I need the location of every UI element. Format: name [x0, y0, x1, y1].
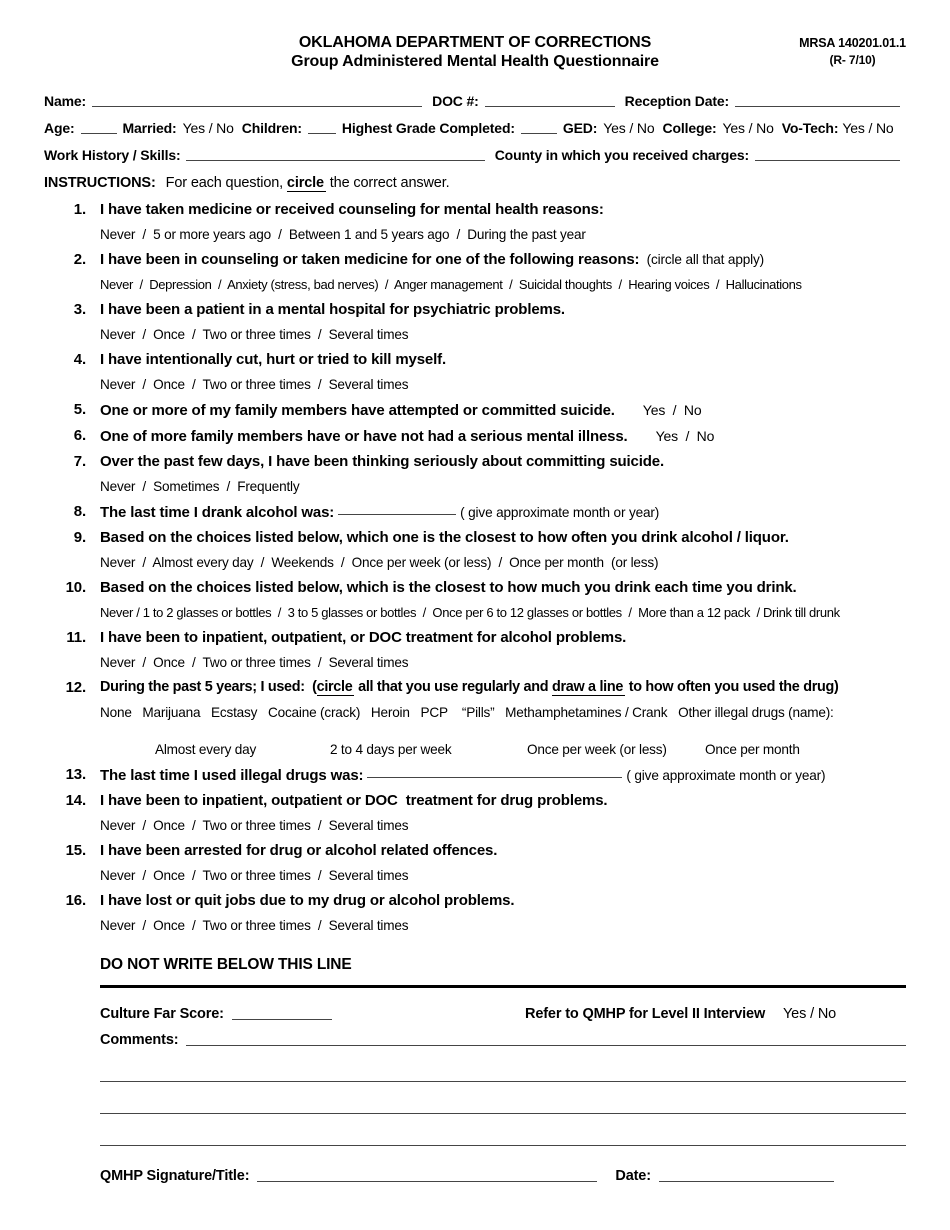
question-12-title: During the past 5 years; I used: (circle all that you use regularly and draw a line to how often you used the drug)	[100, 679, 839, 695]
question-12-circle-word: circle	[316, 679, 353, 695]
age-label: Age:	[44, 120, 75, 136]
form-revision: (R- 7/10)	[829, 53, 876, 67]
question-13-number: 13.	[65, 766, 86, 783]
question-15-title: I have been arrested for drug or alcohol related offences.	[100, 842, 498, 859]
work-history-label: Work History / Skills:	[44, 147, 181, 163]
question-8-field[interactable]	[338, 499, 456, 515]
question-2-title: I have been in counseling or taken medicine for one of the following reasons: (circle all that apply)	[100, 251, 765, 268]
question-10-options[interactable]: Never / 1 to 2 glasses or bottles / 3 to 5 glasses or bottles / Once per 6 to 12 glasses or bottles / More than a 12 pack / Drink till drunk	[100, 605, 840, 620]
votech-label: Vo-Tech:	[781, 120, 839, 136]
agency-title: OKLAHOMA DEPARTMENT OF CORRECTIONS	[298, 34, 652, 51]
reception-date-field[interactable]	[735, 91, 900, 107]
question-12-drawline-words: draw a line	[551, 679, 624, 695]
question-3	[44, 297, 906, 347]
question-15-options[interactable]: Never / Once / Two or three times / Several times	[100, 868, 409, 883]
question-14-number: 14.	[65, 792, 86, 809]
question-12-frequency-row	[100, 737, 906, 762]
instructions-text: For each question, circle the correct answer.	[165, 175, 450, 191]
question-2-number: 2.	[73, 251, 86, 268]
question-12-drug-options[interactable]: None Marijuana Ecstasy Cocaine (crack) Heroin PCP “Pills” Methamphetamines / Crank Other illegal drugs (name):	[100, 705, 834, 720]
question-5	[44, 397, 906, 423]
question-15-number: 15.	[65, 842, 86, 859]
county-field[interactable]	[755, 145, 900, 161]
instructions-circle-word: circle	[286, 175, 324, 191]
question-1-title: I have taken medicine or received counseling for mental health reasons:	[100, 201, 604, 218]
culture-score-field[interactable]	[232, 1004, 332, 1020]
comments-line-3[interactable]	[100, 1114, 906, 1146]
college-label: College:	[662, 120, 717, 136]
question-14	[44, 788, 906, 838]
staff-section-divider	[100, 985, 906, 988]
frequency-option-4[interactable]: Once per month	[705, 742, 800, 757]
question-9-number: 9.	[73, 529, 86, 546]
ged-label: GED:	[562, 120, 598, 136]
question-9	[44, 525, 906, 575]
name-label: Name:	[44, 93, 87, 109]
question-4	[44, 347, 906, 397]
question-8	[44, 499, 906, 525]
question-13-note: ( give approximate month or year)	[626, 768, 826, 783]
question-1-number: 1.	[73, 201, 86, 218]
question-11	[44, 625, 906, 675]
refer-qmhp-label: Refer to QMHP for Level II Interview	[525, 1006, 766, 1022]
form-title: Group Administered Mental Health Questionnaire	[291, 53, 659, 70]
question-5-number: 5.	[73, 401, 86, 418]
form-number: MRSA 140201.01.1	[799, 36, 906, 50]
do-not-write-heading: DO NOT WRITE BELOW THIS LINE	[100, 956, 352, 973]
question-12-number: 12.	[65, 679, 86, 696]
grade-label: Highest Grade Completed:	[341, 120, 515, 136]
question-5-title: One or more of my family members have attempted or committed suicide. Yes / No	[100, 402, 702, 419]
question-13-title: The last time I used illegal drugs was: ( give approximate month or year)	[100, 762, 906, 789]
question-16-number: 16.	[65, 892, 86, 909]
question-10-title: Based on the choices listed below, which is the closest to how much you drink each time you drink.	[100, 579, 797, 596]
comments-line-1[interactable]	[100, 1050, 906, 1082]
form-number-block	[799, 35, 906, 69]
children-label: Children:	[241, 120, 302, 136]
children-field[interactable]	[308, 118, 336, 134]
married-label: Married:	[122, 120, 177, 136]
doc-number-field[interactable]	[485, 91, 615, 107]
form-header	[44, 34, 906, 71]
question-7-number: 7.	[73, 453, 86, 470]
question-4-number: 4.	[73, 351, 86, 368]
question-7-options[interactable]: Never / Sometimes / Frequently	[100, 479, 300, 494]
grade-field[interactable]	[521, 118, 557, 134]
comments-field[interactable]	[186, 1030, 906, 1046]
question-4-options[interactable]: Never / Once / Two or three times / Several times	[100, 377, 409, 392]
question-8-number: 8.	[73, 503, 86, 520]
question-7	[44, 449, 906, 499]
question-3-title: I have been a patient in a mental hospital for psychiatric problems.	[100, 301, 565, 318]
question-2-note: (circle all that apply)	[639, 252, 765, 267]
doc-number-label: DOC #:	[432, 93, 479, 109]
question-10	[44, 575, 906, 625]
question-5-answer[interactable]: Yes / No	[642, 402, 702, 418]
refer-qmhp-options[interactable]: Yes / No	[782, 1006, 837, 1022]
question-14-options[interactable]: Never / Once / Two or three times / Several times	[100, 818, 409, 833]
instructions-row	[44, 165, 906, 191]
culture-score-row	[100, 998, 906, 1024]
culture-score-label: Culture Far Score:	[100, 1006, 224, 1022]
signature-row	[100, 1160, 906, 1186]
college-options[interactable]: Yes / No	[722, 120, 774, 136]
question-9-title: Based on the choices listed below, which one is the closest to how often you drink alcohol / liquor.	[100, 529, 789, 546]
reception-date-label: Reception Date:	[624, 93, 729, 109]
question-8-title: The last time I drank alcohol was: ( give approximate month or year)	[100, 499, 906, 526]
question-6-answer[interactable]: Yes / No	[655, 428, 715, 444]
age-row	[44, 111, 906, 138]
question-6	[44, 423, 906, 449]
question-8-note: ( give approximate month or year)	[460, 505, 660, 520]
question-11-title: I have been to inpatient, outpatient, or DOC treatment for alcohol problems.	[100, 629, 627, 646]
question-16-title: I have lost or quit jobs due to my drug or alcohol problems.	[100, 892, 515, 909]
question-11-options[interactable]: Never / Once / Two or three times / Several times	[100, 655, 409, 670]
question-4-title: I have intentionally cut, hurt or tried to kill myself.	[100, 351, 446, 368]
votech-options[interactable]: Yes / No	[842, 120, 894, 136]
county-label: County in which you received charges:	[494, 147, 749, 163]
question-11-number: 11.	[66, 629, 86, 646]
question-6-number: 6.	[73, 427, 86, 444]
question-13-field[interactable]	[367, 762, 622, 778]
question-3-number: 3.	[73, 301, 86, 318]
question-6-title: One of more family members have or have not had a serious mental illness. Yes / No	[100, 428, 715, 445]
frequency-option-3[interactable]: Once per week (or less)	[527, 742, 667, 757]
question-7-title: Over the past few days, I have been thinking seriously about committing suicide.	[100, 453, 664, 470]
frequency-option-1[interactable]: Almost every day	[155, 742, 257, 757]
question-15	[44, 838, 906, 888]
comments-label: Comments:	[100, 1032, 179, 1048]
age-field[interactable]	[81, 118, 117, 134]
question-9-options[interactable]: Never / Almost every day / Weekends / Once per week (or less) / Once per month (or less)	[100, 555, 659, 570]
ged-options[interactable]: Yes / No	[603, 120, 655, 136]
question-14-title: I have been to inpatient, outpatient or DOC treatment for drug problems.	[100, 792, 608, 809]
question-2	[44, 247, 906, 297]
question-2-options[interactable]: Never / Depression / Anxiety (stress, bad nerves) / Anger management / Suicidal thoughts / Hearing voices / Hallucinations	[100, 277, 802, 292]
question-1-options[interactable]: Never / 5 or more years ago / Between 1 and 5 years ago / During the past year	[100, 227, 586, 242]
refer-qmhp-group	[525, 1006, 836, 1022]
question-12	[44, 675, 906, 762]
question-list	[44, 197, 906, 938]
date-label: Date:	[615, 1168, 651, 1184]
name-field[interactable]	[92, 91, 422, 107]
married-options[interactable]: Yes / No	[182, 120, 234, 136]
question-16	[44, 888, 906, 938]
work-history-row	[44, 138, 906, 165]
comments-line-2[interactable]	[100, 1082, 906, 1114]
frequency-option-2[interactable]: 2 to 4 days per week	[330, 742, 452, 757]
qmhp-signature-field[interactable]	[257, 1166, 597, 1182]
name-row	[44, 84, 906, 111]
date-field[interactable]	[659, 1166, 834, 1182]
question-10-number: 10.	[65, 579, 86, 596]
work-history-field[interactable]	[186, 145, 484, 161]
question-16-options[interactable]: Never / Once / Two or three times / Several times	[100, 918, 409, 933]
question-13	[44, 762, 906, 788]
comments-row	[100, 1024, 906, 1050]
question-1	[44, 197, 906, 247]
question-3-options[interactable]: Never / Once / Two or three times / Several times	[100, 327, 409, 342]
qmhp-signature-label: QMHP Signature/Title:	[100, 1168, 250, 1184]
instructions-label: INSTRUCTIONS:	[44, 175, 156, 191]
